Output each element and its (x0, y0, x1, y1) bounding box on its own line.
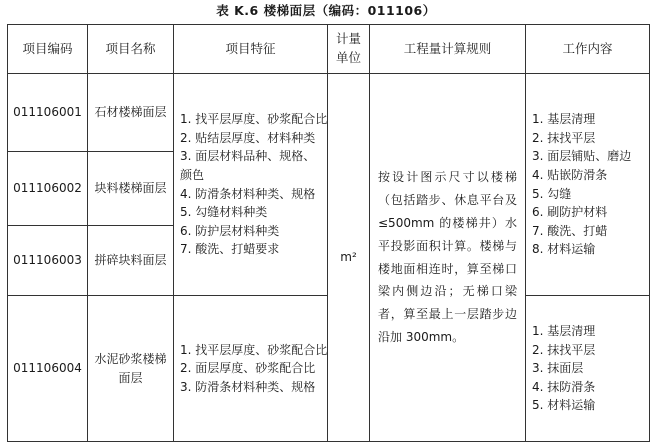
feature-line: 3. 面层材料品种、规格、颜色 (180, 149, 316, 182)
feature-line: 1. 找平层厚度、砂浆配合比 (180, 112, 328, 127)
content-line: 1. 基层清理 (532, 324, 596, 339)
content-line: 3. 抹面层 (532, 361, 584, 376)
table-row (8, 74, 650, 152)
item-name: 水泥砂浆楼梯面层 (88, 296, 174, 442)
stair-surface-table (7, 24, 650, 442)
table-title: 表 K.6 楼梯面层（编码：011106） (216, 3, 436, 18)
item-code: 011106003 (8, 226, 88, 296)
item-unit: m² (328, 74, 370, 442)
content-line: 5. 材料运输 (532, 398, 596, 413)
item-name: 拼碎块料面层 (88, 226, 174, 296)
work-content-group-1 (526, 74, 650, 296)
content-line: 4. 贴嵌防滑条 (532, 167, 608, 182)
header-row (8, 25, 650, 74)
feature-line: 6. 防护层材料种类 (180, 223, 280, 238)
content-line: 2. 抹找平层 (532, 130, 596, 145)
content-line: 3. 面层铺贴、磨边 (532, 149, 632, 164)
feature-line: 7. 酸洗、打蜡要求 (180, 242, 280, 257)
item-code: 011106004 (8, 296, 88, 442)
item-features-group-1 (174, 74, 328, 296)
item-name: 块料楼梯面层 (88, 152, 174, 226)
item-features-group-2 (174, 296, 328, 442)
feature-line: 2. 面层厚度、砂浆配合比 (180, 361, 316, 376)
item-code: 011106002 (8, 152, 88, 226)
item-code: 011106001 (8, 74, 88, 152)
content-line: 7. 酸洗、打蜡 (532, 223, 608, 238)
content-line: 1. 基层清理 (532, 112, 596, 127)
content-line: 4. 抹防滑条 (532, 379, 596, 394)
feature-line: 1. 找平层厚度、砂浆配合比 (180, 342, 328, 357)
header-content: 工作内容 (526, 25, 650, 74)
content-line: 6. 刷防护材料 (532, 205, 608, 220)
feature-line: 2. 贴结层厚度、材料种类 (180, 130, 316, 145)
header-rule: 工程量计算规则 (370, 25, 526, 74)
header-unit: 计量单位 (328, 25, 370, 74)
item-name: 石材楼梯面层 (88, 74, 174, 152)
header-name: 项目名称 (88, 25, 174, 74)
header-features: 项目特征 (174, 25, 328, 74)
feature-line: 4. 防滑条材料种类、规格 (180, 186, 316, 201)
feature-line: 5. 勾缝材料种类 (180, 205, 268, 220)
work-content-group-2 (526, 296, 650, 442)
content-line: 8. 材料运输 (532, 242, 596, 257)
content-line: 2. 抹找平层 (532, 342, 596, 357)
header-code: 项目编码 (8, 25, 88, 74)
content-line: 5. 勾缝 (532, 186, 572, 201)
calculation-rule: 按设计图示尺寸以楼梯（包括踏步、休息平台及≤500mm 的楼梯井）水平投影面积计算。楼梯与楼地面相连时，算至梯口梁内侧边沿；无梯口梁者，算至最上一层踏步边沿加 300mm。 (370, 74, 526, 442)
feature-line: 3. 防滑条材料种类、规格 (180, 379, 316, 394)
